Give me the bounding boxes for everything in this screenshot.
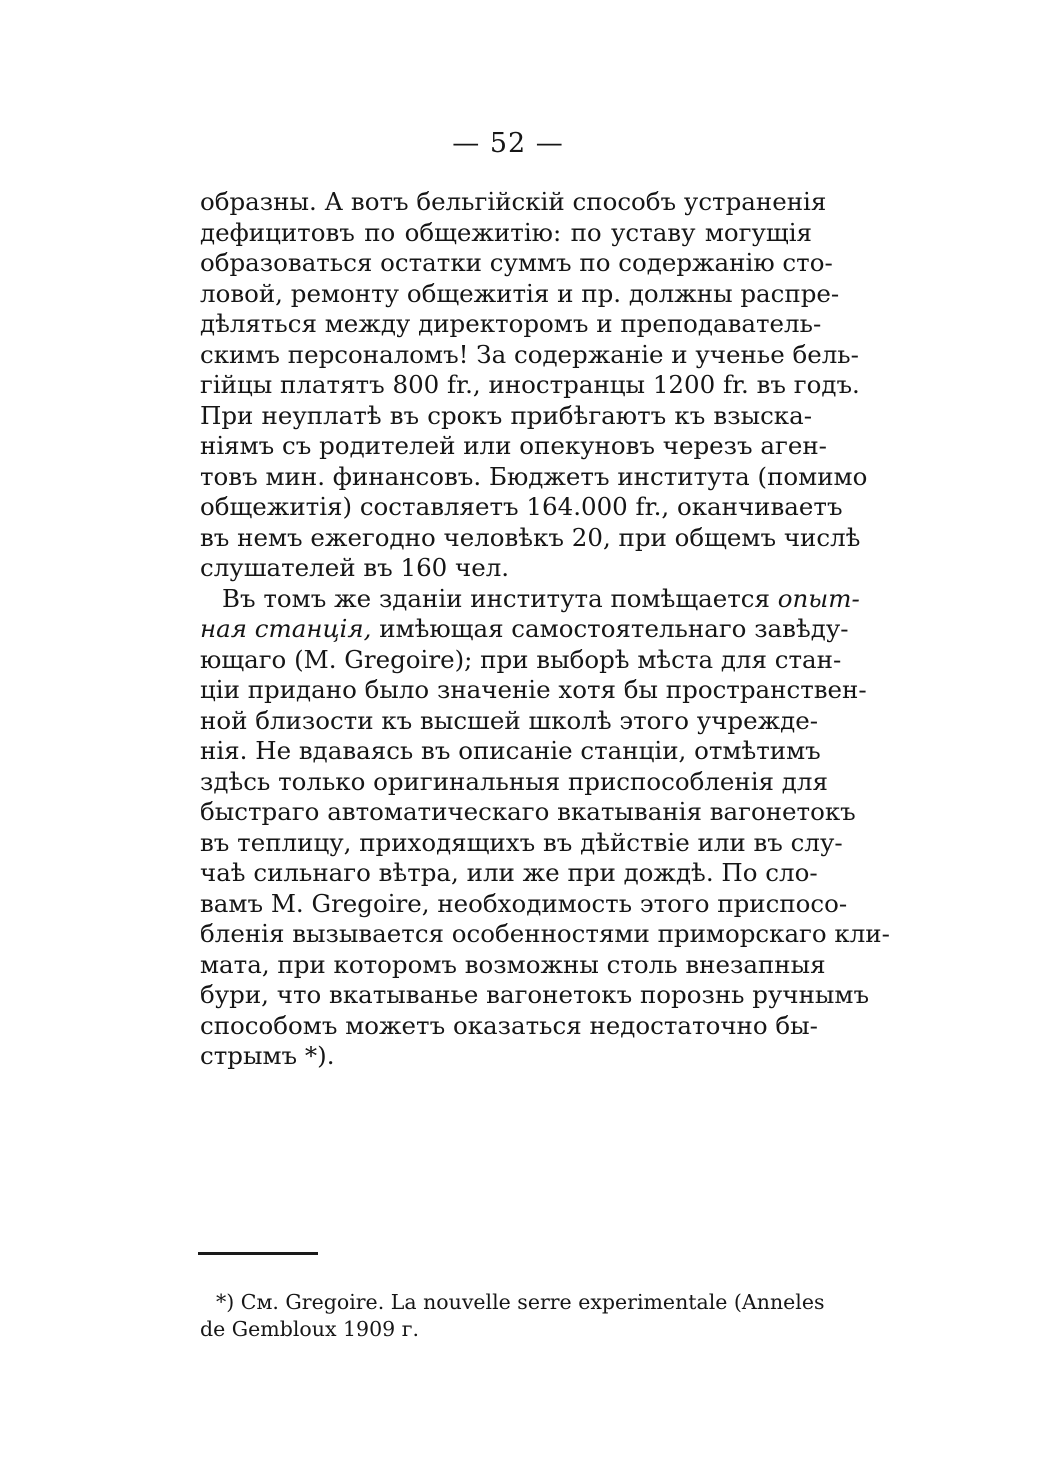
text-line: общежитія) составляетъ 164.000 fr., оканчиваетъ — [200, 492, 843, 521]
footnote-line: *) См. Gregoire. La nouvelle serre experimentale (Anneles — [216, 1290, 825, 1314]
text-line: ющаго (M. Gregoire); при выборѣ мѣста для стан- — [200, 644, 842, 674]
main-text — [200, 187, 890, 1072]
text-line: въ немъ ежегодно человѣкъ 20, при общемъ числѣ — [200, 522, 861, 552]
text-line: быстраго автоматическаго вкатыванія вагонетокъ — [200, 797, 856, 826]
text-line: въ теплицу, приходящихъ въ дѣйствіе или въ слу- — [200, 827, 843, 857]
text-run: Въ томъ же зданіи института помѣщается — [222, 583, 778, 613]
footnote-line: de Gembloux 1909 г. — [200, 1317, 419, 1341]
paragraph-1 — [200, 187, 868, 584]
paragraph-2 — [200, 583, 890, 1072]
text-line: слушателей въ 160 чел. — [200, 553, 510, 582]
text-line: чаѣ сильнаго вѣтра, или же при дождѣ. По сло- — [200, 858, 818, 887]
text-line: дѣляться между директоромъ и преподаватель- — [200, 309, 822, 338]
text-line: ніямъ съ родителей или опекуновъ черезъ аген- — [200, 431, 827, 460]
text-line — [200, 583, 860, 615]
text-line: способомъ можетъ оказаться недостаточно бы- — [200, 1010, 818, 1040]
text-line: товъ мин. финансовъ. Бюджетъ института (помимо — [200, 461, 868, 491]
text-line: бури, что вкатыванье вагонетокъ порознь ручнымъ — [200, 980, 870, 1009]
text-line: мата, при которомъ возможны столь внезапныя — [200, 949, 826, 979]
text-line: ной близости къ высшей школѣ этого учрежде- — [200, 705, 819, 735]
text-line: скимъ персоналомъ! За содержаніе и ученье бель- — [200, 339, 859, 369]
text-line: здѣсь только оригинальныя приспособленія для — [200, 766, 828, 796]
text-line: дефицитовъ по общежитію: по уставу могущія — [200, 217, 812, 247]
italic-term: опыт- — [777, 583, 860, 613]
text-line: стрымъ *). — [200, 1041, 335, 1070]
text-line: образны. А вотъ бельгійскій способъ устраненія — [200, 187, 827, 216]
text-line: образоваться остатки суммъ по содержанію сто- — [200, 248, 833, 277]
text-line: При неуплатѣ въ срокъ прибѣгаютъ къ взыска- — [200, 400, 812, 430]
italic-term: ная станція, — [200, 614, 372, 643]
text-line: ціи придано было значеніе хотя бы пространствен- — [200, 675, 867, 704]
text-line — [200, 614, 849, 645]
text-line: нія. Не вдаваясь въ описаніе станціи, отмѣтимъ — [200, 736, 821, 765]
text-run: имѣющая самостоятельнаго завѣду- — [371, 614, 849, 643]
footnote-divider — [198, 1252, 318, 1255]
page-number: — 52 — — [452, 128, 564, 159]
text-line: ловой, ремонту общежитія и пр. должны распре- — [200, 278, 840, 308]
text-line: гійцы платятъ 800 fr., иностранцы 1200 fr. въ годъ. — [200, 370, 860, 399]
text-line: бленія вызывается особенностями приморскаго кли- — [200, 919, 890, 948]
footnote — [200, 1289, 825, 1343]
text-line: вамъ M. Gregoire, необходимость этого приспосо- — [200, 888, 848, 918]
